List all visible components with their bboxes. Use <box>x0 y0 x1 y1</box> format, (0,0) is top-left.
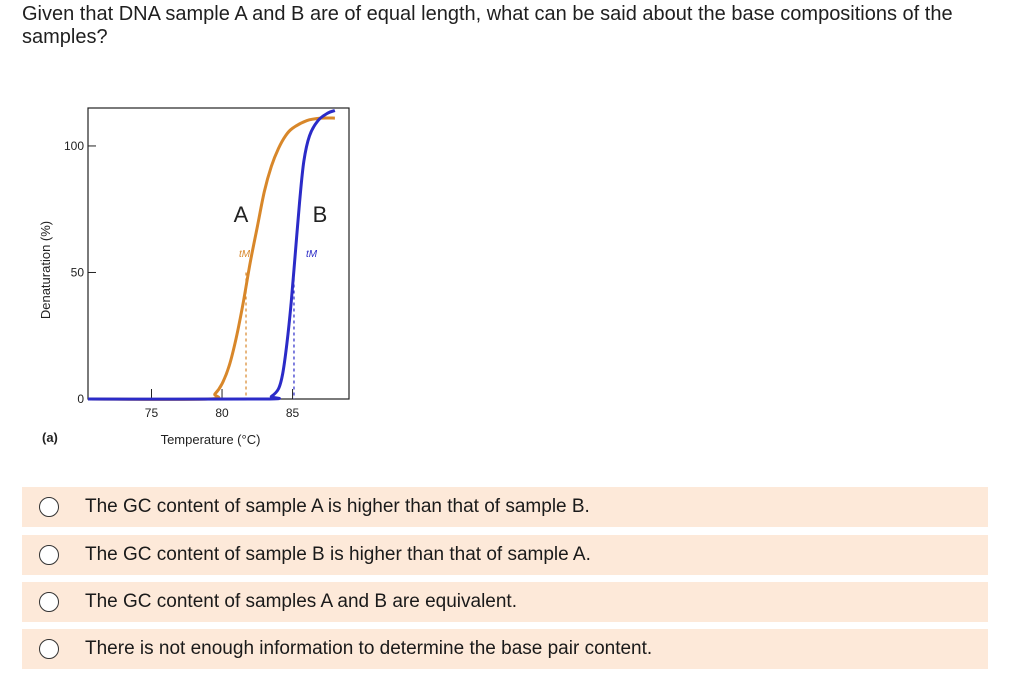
x-tick-label-80: 80 <box>215 406 229 420</box>
tm-label-a: tM <box>239 249 251 260</box>
tm-label-b: tM <box>306 249 318 260</box>
option-label: The GC content of samples A and B are equivalent. <box>85 591 517 612</box>
panel-label: (a) <box>42 430 58 445</box>
option-3[interactable] <box>22 582 988 622</box>
option-2[interactable] <box>22 535 988 575</box>
y-tick-label-50: 50 <box>70 265 84 280</box>
series-curve-a <box>88 118 335 399</box>
y-axis-label: Denaturation (%) <box>38 220 53 320</box>
option-1[interactable] <box>22 487 988 527</box>
series-curve-b <box>88 111 335 400</box>
question-text: Given that DNA sample A and B are of equal length, what can be said about the base compositions of the samples? <box>22 3 953 48</box>
option-4[interactable] <box>22 629 988 669</box>
radio-button[interactable] <box>39 497 59 517</box>
option-label: The GC content of sample B is higher than that of sample A. <box>85 544 591 565</box>
y-tick-label-100: 100 <box>63 138 84 153</box>
radio-button[interactable] <box>39 592 59 612</box>
option-label: There is not enough information to determine the base pair content. <box>85 638 653 659</box>
option-label: The GC content of sample A is higher than that of sample B. <box>85 496 590 517</box>
radio-button[interactable] <box>39 545 59 565</box>
x-tick-label-75: 75 <box>144 406 159 420</box>
x-axis-label: Temperature (°C) <box>160 432 261 447</box>
x-tick-label-85: 85 <box>285 406 300 420</box>
radio-button[interactable] <box>39 639 59 659</box>
series-label-a: A <box>233 202 249 227</box>
series-label-b: B <box>312 202 328 227</box>
y-tick-label-0: 0 <box>77 392 84 406</box>
